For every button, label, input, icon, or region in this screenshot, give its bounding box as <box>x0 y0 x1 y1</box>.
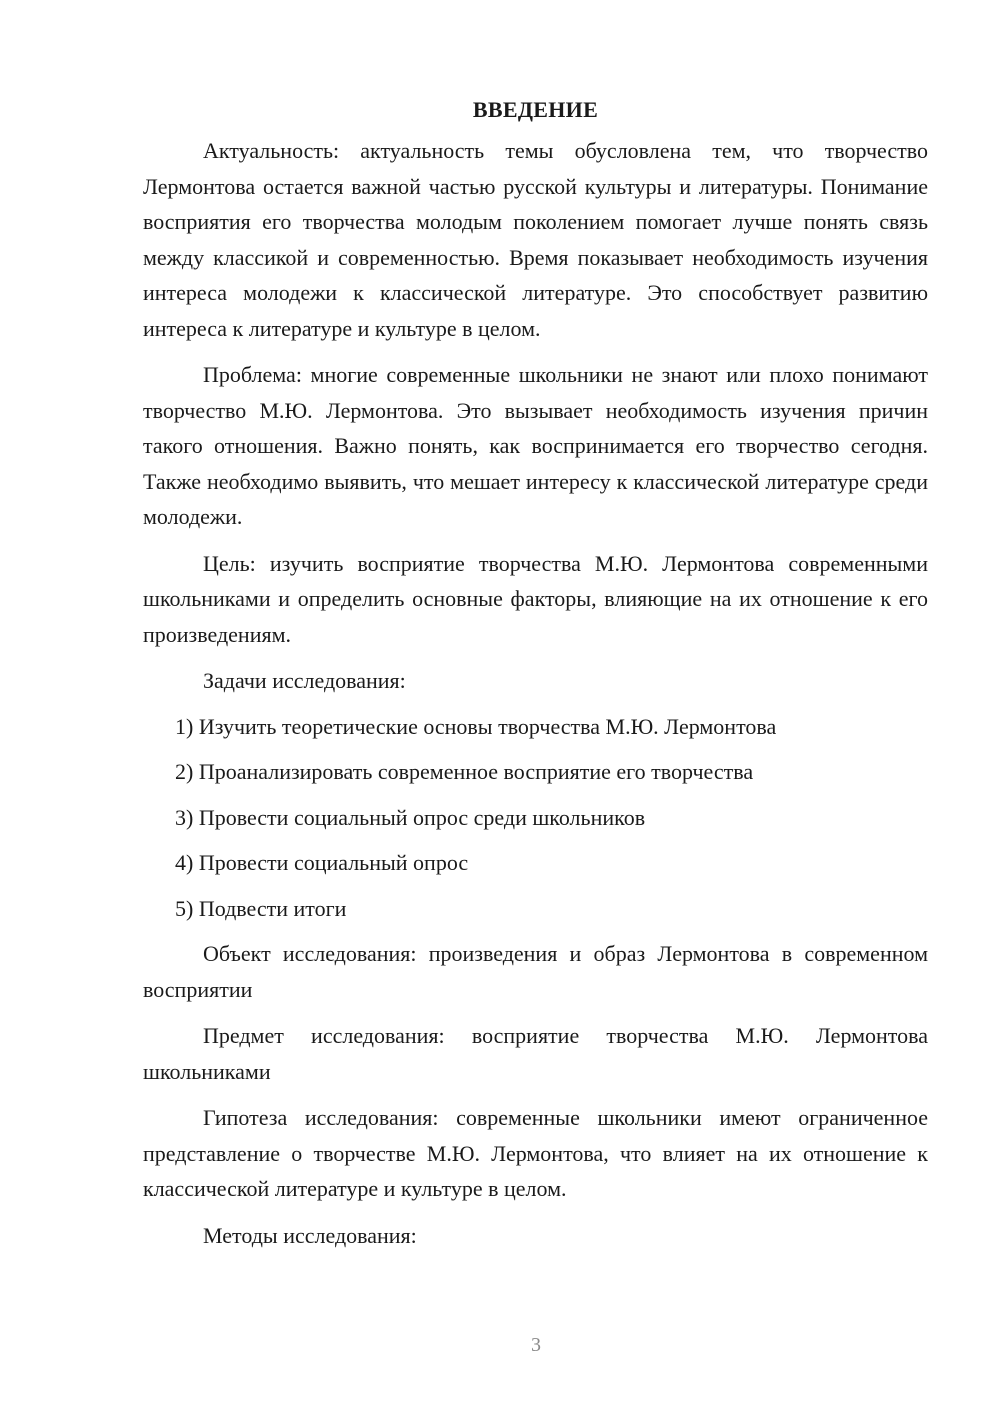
list-item: 3) Провести социальный опрос среди школьников <box>175 804 646 830</box>
relevance-paragraph: Актуальность: актуальность темы обусловлена тем, что творчество Лермонтова остается важной частью русской культуры и литературы. Понимание восприятия его творчества молодым поколением помогает лучше понять связь между классикой и современностью. Время показывает необходимость изучения интереса молодежи к классической литературе. Это способствует развитию интереса к литературе и культуре в целом. <box>143 138 928 341</box>
list-item: 5) Подвести итоги <box>175 895 347 921</box>
methods-heading: Методы исследования: <box>203 1222 417 1248</box>
subject-paragraph: Предмет исследования: восприятие творчества М.Ю. Лермонтова школьниками <box>143 1023 928 1084</box>
list-item: 4) Провести социальный опрос <box>175 850 469 875</box>
tasks-heading: Задачи исследования: <box>203 668 406 693</box>
page-title: ВВЕДЕНИЕ <box>472 97 599 122</box>
problem-paragraph: Проблема: многие современные школьники не знают или плохо понимают творчество М.Ю. Лермонтова. Это вызывает необходимость изучения причин такого отношения. Важно понять, как воспринимается его творчество сегодня. Также необходимо выявить, что мешает интересу к классической литературе среди молодежи. <box>143 362 928 529</box>
list-item: 1) Изучить теоретические основы творчества М.Ю. Лермонтова <box>175 713 777 739</box>
hypothesis-paragraph: Гипотеза исследования: современные школьники имеют ограниченное представление о творчестве М.Ю. Лермонтова, что влияет на их отношение к классической литературе и культуре в целом. <box>143 1105 928 1201</box>
tasks-list <box>143 709 928 927</box>
goal-paragraph: Цель: изучить восприятие творчества М.Ю. Лермонтова современными школьниками и определить основные факторы, влияющие на их отношение к его произведениям. <box>143 550 928 647</box>
object-paragraph: Объект исследования: произведения и образ Лермонтова в современном восприятии <box>143 941 928 1002</box>
list-item: 2) Проанализировать современное восприятие его творчества <box>175 759 754 784</box>
page-number: 3 <box>531 1334 541 1356</box>
document-page <box>143 95 928 1263</box>
